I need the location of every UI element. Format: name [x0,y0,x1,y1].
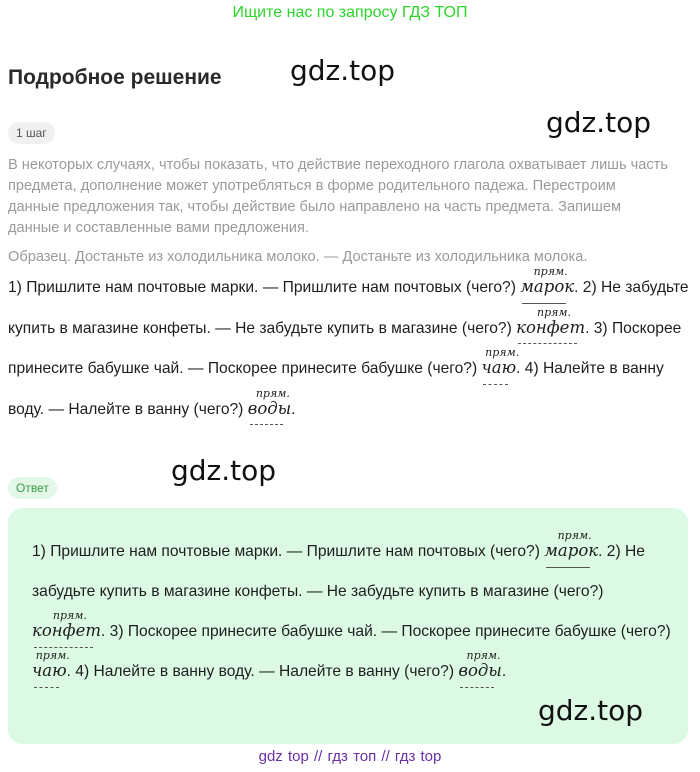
answer-box [8,508,688,744]
handwritten-word [520,265,575,296]
part-of-sentence-mark: прям. [536,305,572,319]
object-underline [34,687,59,688]
solution-sentence-4: . 4) Налейте в ванну воду. — Налейте в ванну (чего?) [8,360,664,418]
object-underline [522,303,566,304]
page-title: Подробное решение [8,66,222,89]
explanation [8,155,668,268]
object-underline [546,567,590,568]
part-of-sentence-mark: прям. [466,649,501,662]
handwritten-word-text: чаю [481,358,517,377]
object-underline [483,384,508,385]
part-of-sentence-mark: прям. [485,346,520,359]
handwritten-word-text: марок [520,277,575,296]
sample-text: Образец. Достаньте из холодильника молоко. — Достаньте из холодильника молока. [8,249,588,265]
watermark: gdz.top [171,454,277,487]
handwritten-word-text: конфет [32,621,101,640]
part-of-sentence-mark: прям. [255,386,290,400]
object-underline [518,343,577,344]
answer-sentence-3: . 3) Поскорее принесите бабушке чай. — Поскорее принесите бабушке (чего?) [100,623,671,640]
footer-links: gdz top // гдз топ // гдз top [258,748,442,765]
answer-sentence-2: . 2) Не забудьте купить в магазине конфеты. — Не забудьте купить в магазине (чего?) [32,543,645,600]
watermark: gdz.top [538,694,644,727]
handwritten-word [458,649,502,680]
handwritten-word [32,649,70,680]
part-of-sentence-mark: прям. [557,529,592,542]
handwritten-word-text: чаю [32,661,67,680]
solution-sentence-1: 1) Пришлите нам почтовые марки. — Пришлите нам почтовых (чего?) [8,279,516,296]
watermark: gdz.top [290,54,396,87]
handwritten-word [32,609,101,640]
search-banner: Ищите нас по запросу ГДЗ ТОП [232,4,468,21]
handwritten-word-text: воды [458,661,502,680]
solution-sentence-3: . 3) Поскорее принесите бабушке чай. — Поскорее принесите бабушке (чего?) [8,319,682,377]
object-underline [460,687,493,688]
answer-sentence-1: 1) Пришлите нам почтовые марки. — Пришлите нам почтовых (чего?) [32,543,540,560]
handwritten-word [481,346,520,377]
answer-sentence-4: . 4) Налейте в ванну воду. — Налейте в ванну (чего?) [66,663,455,680]
handwritten-word-text: воды [247,398,292,418]
handwritten-word-text: конфет [516,317,586,337]
handwritten-word [544,529,599,560]
watermark: gdz.top [546,106,652,139]
part-of-sentence-mark: прям. [35,649,70,662]
solution-text: 1) Пришлите нам почтовые марки. — Пришлите нам почтовых (чего?) прям. марок . 2) Не забудьте купить в магазине конфеты. — Не забудьте купить в магазине (чего?) прям. конфет . 3) Поскорее принесите бабушке чай. — Поскорее принесите бабушке (чего?) прям. чаю . 4) Налейте в ванну воду. — Налейте в ванну (чего?) прям. воды . [8,268,692,430]
handwritten-word [247,386,292,418]
answer-badge: Ответ [8,477,57,499]
object-underline [34,647,93,648]
solution-sentence-2: . 2) Не забудьте купить в магазине конфеты. — Не забудьте купить в магазине (чего?) [8,279,689,337]
handwritten-word-text: марок [544,541,599,560]
part-of-sentence-mark: прям. [533,265,568,278]
part-of-sentence-mark: прям. [52,609,87,622]
explanation-text: В некоторых случаях, чтобы показать, что действие переходного глагола охватывает лишь часть предмета, дополнение может употребляться в форме родительного падежа. Перестроим данные предложения так, чтобы действие было направлено на часть предмета. Запишем данные и составленные вами предложения. [8,157,668,236]
handwritten-word [516,305,586,337]
answer-text: 1) Пришлите нам почтовые марки. — Пришлите нам почтовых (чего?) прям. марок . 2) Не забудьте купить в магазине конфеты. — Не забудьте купить в магазине (чего?) прям. конфет . 3) Поскорее принесите бабушке чай. — Поскорее принесите бабушке (чего?) прям. чаю . 4) Налейте в ванну воду. — Налейте в ванну (чего?) прям. воды . [32,532,672,692]
step-badge: 1 шаг [8,122,55,144]
object-underline [250,424,283,425]
